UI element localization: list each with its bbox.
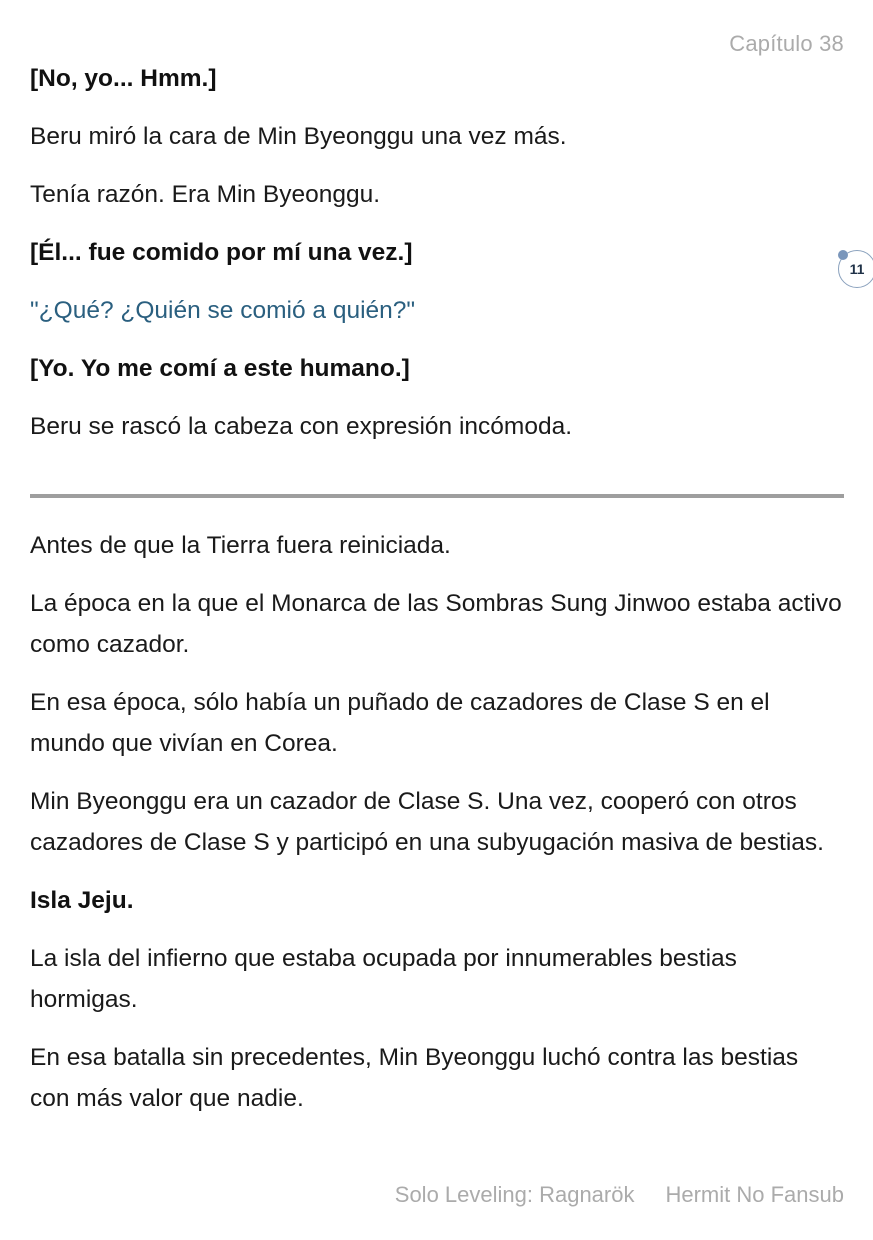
paragraph: En esa batalla sin precedentes, Min Byeonggu luchó contra las bestias con más valor que nadie. xyxy=(30,1044,799,1112)
paragraph: Beru miró la cara de Min Byeonggu una vez más. xyxy=(30,123,567,150)
page-footer xyxy=(395,1182,844,1208)
paragraph: La época en la que el Monarca de las Sombras Sung Jinwoo estaba activo como cazador. xyxy=(30,590,842,658)
translator-credit: Hermit No Fansub xyxy=(665,1182,844,1207)
paragraph: [No, yo... Hmm.] xyxy=(30,65,217,92)
reader-content xyxy=(30,58,844,1136)
page-number: 11 xyxy=(849,261,865,277)
paragraph: Beru se rascó la cabeza con expresión incómoda. xyxy=(30,413,573,440)
section-2 xyxy=(30,525,844,1119)
section-1 xyxy=(30,58,844,447)
paragraph: Antes de que la Tierra fuera reiniciada. xyxy=(30,532,451,559)
book-title: Solo Leveling: Ragnarök xyxy=(394,1182,635,1207)
paragraph: Min Byeonggu era un cazador de Clase S. Una vez, cooperó con otros cazadores de Clase S y participó en una subyugación masiva de bestias. xyxy=(30,788,824,856)
paragraph: Tenía razón. Era Min Byeonggu. xyxy=(30,181,381,208)
paragraph: [Yo. Yo me comí a este humano.] xyxy=(30,355,410,382)
paragraph: En esa época, sólo había un puñado de cazadores de Clase S en el mundo que vivían en Corea. xyxy=(30,689,770,757)
dialog-paragraph: "¿Qué? ¿Quién se comió a quién?" xyxy=(30,297,416,324)
section-divider xyxy=(30,494,844,498)
paragraph: Isla Jeju. xyxy=(30,887,134,914)
chapter-label: Capítulo 38 xyxy=(729,31,844,56)
paragraph: La isla del infierno que estaba ocupada por innumerables bestias hormigas. xyxy=(30,945,737,1013)
paragraph: [Él... fue comido por mí una vez.] xyxy=(30,239,413,266)
